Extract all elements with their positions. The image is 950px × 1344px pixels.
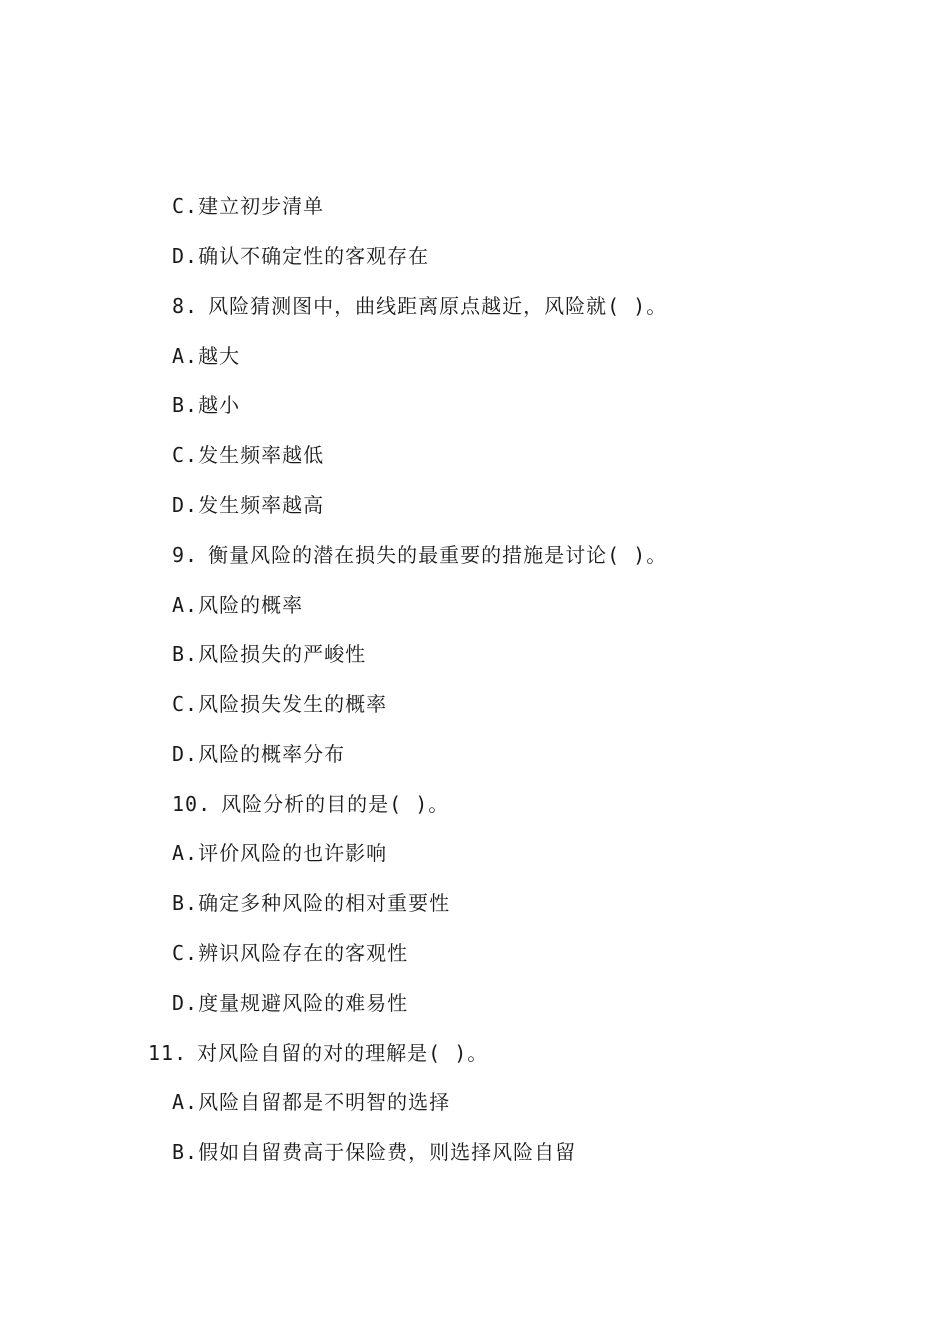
question-text: 对风险自留的对的理解是( )。 [197, 1041, 489, 1065]
option-11a: A.风险自留都是不明智的选择 [172, 1090, 451, 1114]
option-8d: D.发生频率越高 [172, 493, 325, 517]
question-number: 11. [148, 1041, 188, 1065]
option-10b: B.确定多种风险的相对重要性 [172, 891, 451, 915]
question-11 [148, 1040, 488, 1066]
question-9 [172, 542, 667, 568]
question-number: 8. [172, 294, 199, 318]
question-number: 10. [172, 792, 212, 816]
option-7c: C.建立初步清单 [172, 194, 325, 218]
option-9d: D.风险的概率分布 [172, 742, 346, 766]
option-9c: C.风险损失发生的概率 [172, 692, 388, 716]
question-text: 风险猜测图中，曲线距离原点越近，风险就( )。 [208, 294, 668, 318]
question-text: 衡量风险的潜在损失的最重要的措施是讨论( )。 [208, 543, 668, 567]
option-10d: D.度量规避风险的难易性 [172, 991, 409, 1015]
option-7d: D.确认不确定性的客观存在 [172, 244, 430, 268]
question-number: 9. [172, 543, 199, 567]
option-8b: B.越小 [172, 393, 241, 417]
question-text: 风险分析的目的是( )。 [221, 792, 450, 816]
option-9b: B.风险损失的严峻性 [172, 642, 367, 666]
option-8c: C.发生频率越低 [172, 443, 325, 467]
option-11b: B.假如自留费高于保险费，则选择风险自留 [172, 1140, 577, 1164]
question-10 [172, 791, 449, 817]
option-10a: A.评价风险的也许影响 [172, 841, 388, 865]
option-9a: A.风险的概率 [172, 593, 304, 617]
question-8 [172, 293, 667, 319]
option-8a: A.越大 [172, 344, 241, 368]
option-10c: C.辨识风险存在的客观性 [172, 941, 409, 965]
